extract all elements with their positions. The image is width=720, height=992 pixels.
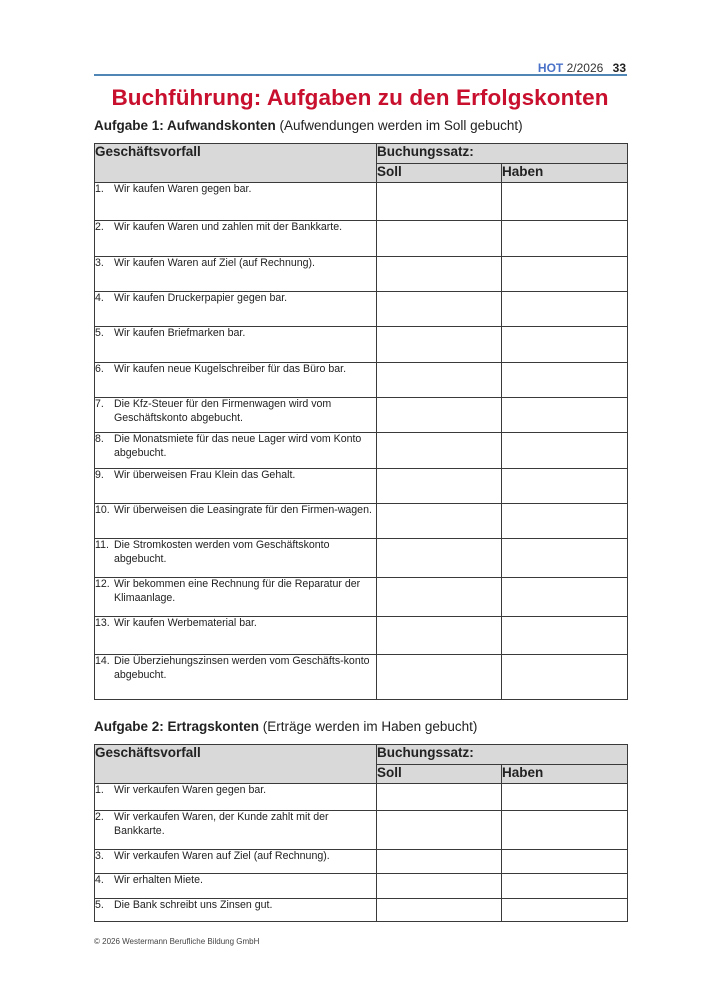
transaction-item — [95, 398, 376, 425]
soll-answer-cell[interactable] — [377, 398, 502, 433]
transaction-description — [95, 433, 377, 469]
transaction-item — [95, 183, 376, 197]
transaction-item — [95, 539, 376, 566]
task-2-heading-bold: Aufgabe 2: Ertragskonten — [94, 719, 260, 734]
transaction-description — [95, 469, 377, 504]
task-2-heading — [94, 719, 477, 734]
transaction-text: Wir verkaufen Waren gegen bar. — [114, 784, 267, 796]
table-row — [95, 850, 628, 874]
soll-answer-cell[interactable] — [377, 433, 502, 469]
table-row — [95, 784, 628, 811]
soll-answer-cell[interactable] — [377, 578, 502, 617]
transaction-number: 10. — [95, 504, 110, 516]
table-row — [95, 811, 628, 850]
haben-answer-cell[interactable] — [502, 292, 628, 327]
transaction-item — [95, 469, 376, 483]
table-row — [95, 539, 628, 578]
table-row — [95, 504, 628, 539]
haben-answer-cell[interactable] — [502, 363, 628, 398]
transaction-number: 7. — [95, 398, 104, 410]
transaction-description — [95, 899, 377, 922]
transaction-number: 14. — [95, 655, 110, 667]
table-row — [95, 327, 628, 363]
transaction-text: Wir kaufen Druckerpapier gegen bar. — [114, 292, 288, 304]
transaction-item — [95, 257, 376, 271]
transaction-description — [95, 292, 377, 327]
haben-answer-cell[interactable] — [502, 327, 628, 363]
haben-answer-cell[interactable] — [502, 899, 628, 922]
column-header-haben: Haben — [502, 164, 628, 183]
column-header-geschaeftsvorfall: Geschäftsvorfall — [95, 745, 377, 784]
haben-answer-cell[interactable] — [502, 784, 628, 811]
task-2-table — [94, 744, 628, 922]
soll-answer-cell[interactable] — [377, 850, 502, 874]
soll-answer-cell[interactable] — [377, 539, 502, 578]
transaction-number: 5. — [95, 327, 104, 339]
transaction-item — [95, 292, 376, 306]
table-row — [95, 363, 628, 398]
haben-answer-cell[interactable] — [502, 539, 628, 578]
haben-answer-cell[interactable] — [502, 655, 628, 700]
soll-answer-cell[interactable] — [377, 655, 502, 700]
transaction-item — [95, 655, 376, 682]
issue-number: 2/2026 — [566, 61, 604, 75]
table-row — [95, 578, 628, 617]
transaction-text: Die Kfz-Steuer für den Firmenwagen wird vom Geschäftskonto abgebucht. — [114, 398, 332, 424]
transaction-number: 5. — [95, 899, 104, 911]
transaction-item — [95, 874, 376, 888]
transaction-number: 8. — [95, 433, 104, 445]
transaction-number: 2. — [95, 221, 104, 233]
transaction-text: Wir überweisen die Leasingrate für den Firmen-wagen. — [114, 504, 372, 516]
transaction-number: 4. — [95, 874, 104, 886]
haben-answer-cell[interactable] — [502, 469, 628, 504]
transaction-item — [95, 504, 376, 518]
transaction-text: Die Bank schreibt uns Zinsen gut. — [114, 899, 273, 911]
transaction-description — [95, 811, 377, 850]
transaction-item — [95, 850, 376, 864]
transaction-text: Wir kaufen Waren auf Ziel (auf Rechnung). — [114, 257, 315, 269]
transaction-text: Wir kaufen Briefmarken bar. — [114, 327, 246, 339]
haben-answer-cell[interactable] — [502, 811, 628, 850]
transaction-description — [95, 850, 377, 874]
transaction-number: 13. — [95, 617, 110, 629]
column-header-haben: Haben — [502, 765, 628, 784]
transaction-description — [95, 183, 377, 221]
transaction-text: Die Stromkosten werden vom Geschäftskonto abgebucht. — [114, 539, 330, 565]
transaction-text: Wir verkaufen Waren, der Kunde zahlt mit der Bankkarte. — [114, 811, 329, 837]
table-row — [95, 292, 628, 327]
haben-answer-cell[interactable] — [502, 874, 628, 899]
transaction-number: 2. — [95, 811, 104, 823]
soll-answer-cell[interactable] — [377, 292, 502, 327]
transaction-text: Wir kaufen Waren und zahlen mit der Bankkarte. — [114, 221, 343, 233]
table-row — [95, 617, 628, 655]
page-number: 33 — [612, 61, 626, 75]
transaction-text: Wir kaufen Waren gegen bar. — [114, 183, 252, 195]
transaction-number: 6. — [95, 363, 104, 375]
transaction-description — [95, 398, 377, 433]
transaction-item — [95, 221, 376, 235]
transaction-text: Wir verkaufen Waren auf Ziel (auf Rechnung). — [114, 850, 330, 862]
transaction-description — [95, 617, 377, 655]
column-header-geschaeftsvorfall: Geschäftsvorfall — [95, 144, 377, 183]
transaction-number: 11. — [95, 539, 109, 551]
transaction-item — [95, 578, 376, 605]
haben-answer-cell[interactable] — [502, 433, 628, 469]
magazine-brand: HOT — [537, 61, 564, 75]
transaction-text: Wir überweisen Frau Klein das Gehalt. — [114, 469, 296, 481]
transaction-number: 9. — [95, 469, 104, 481]
haben-answer-cell[interactable] — [502, 617, 628, 655]
page-title: Buchführung: Aufgaben zu den Erfolgskonten — [111, 85, 609, 110]
haben-answer-cell[interactable] — [502, 850, 628, 874]
task-1-heading-bold: Aufgabe 1: Aufwandskonten — [94, 118, 276, 133]
transaction-description — [95, 504, 377, 539]
soll-answer-cell[interactable] — [377, 784, 502, 811]
transaction-item — [95, 784, 376, 798]
task-1-table — [94, 143, 628, 700]
soll-answer-cell[interactable] — [377, 469, 502, 504]
transaction-description — [95, 221, 377, 257]
table-row — [95, 183, 628, 221]
table-row — [95, 899, 628, 922]
transaction-description — [95, 327, 377, 363]
table-row — [95, 874, 628, 899]
task-1-heading-note: (Aufwendungen werden im Soll gebucht) — [275, 118, 523, 133]
transaction-text: Wir kaufen neue Kugelschreiber für das Büro bar. — [114, 363, 347, 375]
soll-answer-cell[interactable] — [377, 504, 502, 539]
haben-answer-cell[interactable] — [502, 578, 628, 617]
transaction-number: 4. — [95, 292, 104, 304]
transaction-item — [95, 433, 376, 460]
column-header-soll: Soll — [377, 164, 502, 183]
transaction-text: Die Monatsmiete für das neue Lager wird vom Konto abgebucht. — [114, 433, 362, 459]
transaction-description — [95, 363, 377, 398]
table-row — [95, 433, 628, 469]
transaction-item — [95, 617, 376, 631]
transaction-item — [95, 327, 376, 341]
haben-answer-cell[interactable] — [502, 504, 628, 539]
transaction-description — [95, 578, 377, 617]
transaction-number: 1. — [95, 183, 104, 195]
transaction-item — [95, 363, 376, 377]
soll-answer-cell[interactable] — [377, 874, 502, 899]
transaction-number: 3. — [95, 850, 104, 862]
task-2-heading-note: (Erträge werden im Haben gebucht) — [259, 719, 478, 734]
transaction-text: Wir kaufen Werbematerial bar. — [114, 617, 257, 629]
page-meta — [538, 61, 626, 75]
table-row — [95, 257, 628, 292]
soll-answer-cell[interactable] — [377, 221, 502, 257]
transaction-number: 12. — [95, 578, 110, 590]
transaction-text: Wir erhalten Miete. — [114, 874, 203, 886]
haben-answer-cell[interactable] — [502, 183, 628, 221]
transaction-description — [95, 784, 377, 811]
transaction-description — [95, 874, 377, 899]
transaction-item — [95, 811, 376, 838]
column-header-buchungssatz: Buchungssatz: — [377, 144, 628, 164]
copyright-footer: © 2026 Westermann Berufliche Bildung GmbH — [94, 937, 260, 946]
haben-answer-cell[interactable] — [502, 221, 628, 257]
soll-answer-cell[interactable] — [377, 257, 502, 292]
column-header-soll: Soll — [377, 765, 502, 784]
transaction-description — [95, 539, 377, 578]
soll-answer-cell[interactable] — [377, 183, 502, 221]
table-row — [95, 398, 628, 433]
soll-answer-cell[interactable] — [377, 811, 502, 850]
transaction-number: 3. — [95, 257, 104, 269]
transaction-number: 1. — [95, 784, 104, 796]
soll-answer-cell[interactable] — [377, 327, 502, 363]
transaction-item — [95, 899, 376, 913]
haben-answer-cell[interactable] — [502, 398, 628, 433]
soll-answer-cell[interactable] — [377, 617, 502, 655]
task-1-heading — [94, 118, 523, 133]
soll-answer-cell[interactable] — [377, 899, 502, 922]
transaction-description — [95, 655, 377, 700]
transaction-description — [95, 257, 377, 292]
transaction-text: Die Überziehungszinsen werden vom Geschäfts-konto abgebucht. — [114, 655, 370, 681]
table-row — [95, 655, 628, 700]
haben-answer-cell[interactable] — [502, 257, 628, 292]
column-header-buchungssatz: Buchungssatz: — [377, 745, 628, 765]
transaction-text: Wir bekommen eine Rechnung für die Reparatur der Klimaanlage. — [114, 578, 361, 604]
table-row — [95, 469, 628, 504]
soll-answer-cell[interactable] — [377, 363, 502, 398]
table-row — [95, 221, 628, 257]
